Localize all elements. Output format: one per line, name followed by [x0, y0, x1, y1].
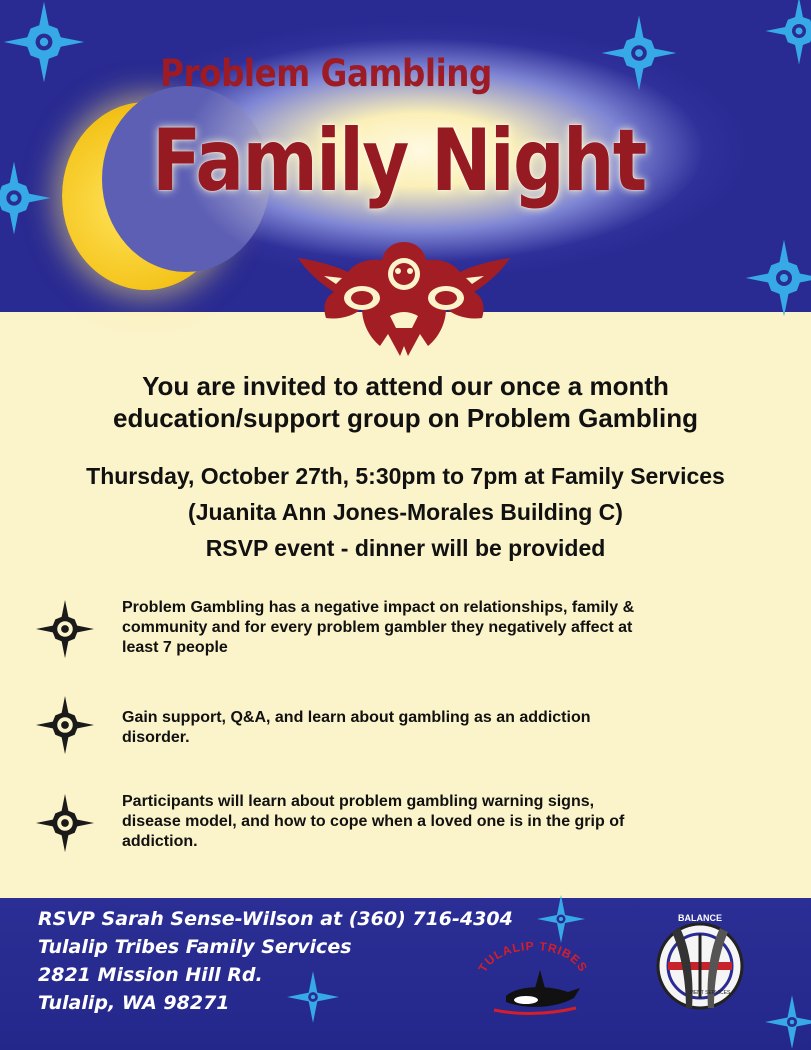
bullet-text: Participants will learn about problem gambling warning signs, disease model, and how to cope when a loved one is in the grip of addiction. [122, 793, 625, 850]
star-icon [744, 238, 811, 318]
svg-text:MENT SERVICES: MENT SERVICES [689, 990, 731, 996]
compass-star-icon [34, 792, 96, 854]
title-family-night: Family Night [152, 111, 646, 211]
title-problem-gambling: Problem Gambling [160, 52, 492, 95]
event-rsvp-note: RSVP event - dinner will be provided [205, 535, 606, 561]
svg-text:BALANCE: BALANCE [678, 913, 722, 923]
thunderbird-emblem-icon [296, 236, 512, 370]
star-icon [764, 994, 811, 1050]
star-icon [764, 0, 811, 66]
tulalip-tribes-logo [476, 936, 590, 1020]
balance-services-logo [650, 908, 750, 1018]
invitation-line-1: You are invited to attend our once a month [142, 371, 669, 401]
star-icon [0, 160, 52, 236]
event-date-time: Thursday, October 27th, 5:30pm to 7pm at Family Services [86, 463, 725, 489]
star-icon [2, 0, 86, 84]
footer-street-address: 2821 Mission Hill Rd. [38, 964, 263, 986]
invitation-line-2: education/support group on Problem Gambling [113, 403, 698, 433]
star-icon [600, 14, 678, 92]
compass-star-icon [34, 598, 96, 660]
footer-city-state-zip: Tulalip, WA 98271 [38, 992, 230, 1014]
footer-organization: Tulalip Tribes Family Services [38, 936, 352, 958]
event-location: (Juanita Ann Jones-Morales Building C) [188, 499, 623, 525]
compass-star-icon [34, 694, 96, 756]
bullet-text: Problem Gambling has a negative impact on relationships, family & community and for every problem gambler they negatively affect at least 7 people [122, 599, 635, 656]
svg-text:TULALIP TRIBES: TULALIP TRIBES [476, 938, 590, 975]
footer-rsvp-contact: RSVP Sarah Sense-Wilson at (360) 716-4304 [38, 908, 513, 930]
star-icon [286, 970, 340, 1024]
bullet-text: Gain support, Q&A, and learn about gambling as an addiction disorder. [122, 709, 591, 746]
